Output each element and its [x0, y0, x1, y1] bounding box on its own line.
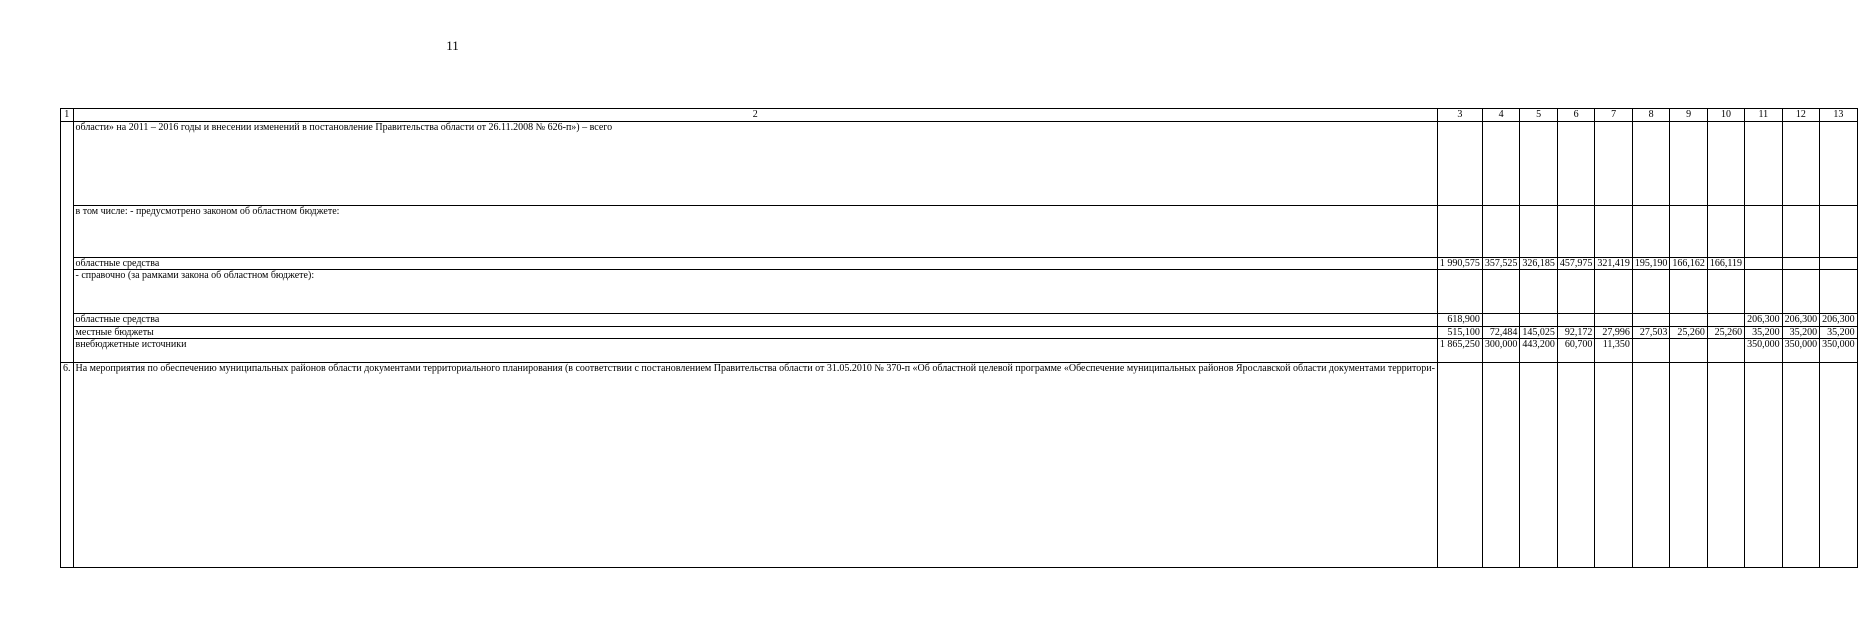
- header-cell: 5: [1520, 109, 1558, 122]
- value-cell: 326,185: [1520, 257, 1558, 270]
- value-cell: [1482, 314, 1520, 327]
- index-cell-empty: [61, 314, 74, 327]
- value-cell: 618,900: [1437, 314, 1482, 327]
- header-cell: 2: [73, 109, 1437, 122]
- value-cell: [1745, 257, 1783, 270]
- value-cell: 35,200: [1782, 326, 1820, 339]
- value-cell: [1670, 339, 1708, 363]
- table-row: [61, 314, 1858, 327]
- index-cell-empty: [61, 257, 74, 270]
- row-label: областные средства: [73, 314, 1437, 327]
- value-cell: 72,484: [1482, 326, 1520, 339]
- index-cell-empty: [61, 339, 74, 363]
- row-label: областные средства: [73, 257, 1437, 270]
- value-cell: 35,200: [1820, 326, 1858, 339]
- value-cell: [1820, 257, 1858, 270]
- value-cell: 206,300: [1745, 314, 1783, 327]
- including-label-cell: в том числе: - предусмотрено законом об областном бюджете:: [73, 205, 1437, 257]
- index-cell-empty: [61, 121, 74, 205]
- value-cell: 145,025: [1520, 326, 1558, 339]
- value-cell: 206,300: [1820, 314, 1858, 327]
- item-number-cell: 6.: [61, 363, 74, 568]
- value-cell: 1 865,250: [1437, 339, 1482, 363]
- value-cell: [1632, 314, 1670, 327]
- item-description-cell: На мероприятия по обеспечению муниципальных районов области документами территориального планирования (в соответствии с постановлением Правительства области от 31.05.2010 № 370-п «Об областной целевой программе «Обеспечение муниципальных районов Ярославской области документами территори-: [73, 363, 1437, 568]
- value-cell: 300,000: [1482, 339, 1520, 363]
- header-cell: 8: [1632, 109, 1670, 122]
- value-cell: 443,200: [1520, 339, 1558, 363]
- index-cell-empty: [61, 270, 74, 314]
- header-cell: 1: [61, 109, 74, 122]
- value-cell: 60,700: [1557, 339, 1595, 363]
- header-cell: 12: [1782, 109, 1820, 122]
- program-item-row: [61, 363, 1858, 568]
- value-cell: 515,100: [1437, 326, 1482, 339]
- table-row: [61, 257, 1858, 270]
- value-cell: [1782, 257, 1820, 270]
- row-label: внебюджетные источники: [73, 339, 1437, 363]
- header-row: [61, 109, 1858, 122]
- value-cell: 92,172: [1557, 326, 1595, 339]
- including-row: [61, 205, 1858, 257]
- program-continuation-row: [61, 121, 1858, 205]
- value-cell: [1595, 314, 1633, 327]
- value-cell: 25,260: [1670, 326, 1708, 339]
- value-cell: 1 990,575: [1437, 257, 1482, 270]
- header-cell: 7: [1595, 109, 1633, 122]
- value-cell: 195,190: [1632, 257, 1670, 270]
- value-cell: 350,000: [1820, 339, 1858, 363]
- reference-row: [61, 270, 1858, 314]
- header-cell: 3: [1437, 109, 1482, 122]
- value-cell: [1520, 314, 1558, 327]
- value-cell: [1557, 314, 1595, 327]
- budget-table: [60, 108, 1858, 568]
- header-cell: 11: [1745, 109, 1783, 122]
- header-cell: 4: [1482, 109, 1520, 122]
- value-cell: 321,419: [1595, 257, 1633, 270]
- header-cell: 6: [1557, 109, 1595, 122]
- page-number: 11: [446, 38, 459, 53]
- index-cell-empty: [61, 326, 74, 339]
- table-row: [61, 339, 1858, 363]
- reference-label-cell: - справочно (за рамками закона об областном бюджете):: [73, 270, 1437, 314]
- header-cell: 9: [1670, 109, 1708, 122]
- value-cell: 166,119: [1707, 257, 1744, 270]
- value-cell: [1707, 339, 1744, 363]
- value-cell: 350,000: [1782, 339, 1820, 363]
- value-cell: 166,162: [1670, 257, 1708, 270]
- value-cell: 357,525: [1482, 257, 1520, 270]
- value-cell: [1707, 314, 1744, 327]
- value-cell: 457,975: [1557, 257, 1595, 270]
- value-cell: 206,300: [1782, 314, 1820, 327]
- value-cell: 35,200: [1745, 326, 1783, 339]
- header-cell: 10: [1707, 109, 1744, 122]
- header-cell: 13: [1820, 109, 1858, 122]
- row-label: местные бюджеты: [73, 326, 1437, 339]
- value-cell: 25,260: [1707, 326, 1744, 339]
- table-row: [61, 326, 1858, 339]
- value-cell: [1670, 314, 1708, 327]
- value-cell: 27,503: [1632, 326, 1670, 339]
- value-cell: [1632, 339, 1670, 363]
- value-cell: 27,996: [1595, 326, 1633, 339]
- index-cell-empty: [61, 205, 74, 257]
- program-description-cell: области» на 2011 – 2016 годы и внесении изменений в постановление Правительства области от 26.11.2008 № 626-п») – всего: [73, 121, 1437, 205]
- value-cell: 11,350: [1595, 339, 1633, 363]
- value-cell: 350,000: [1745, 339, 1783, 363]
